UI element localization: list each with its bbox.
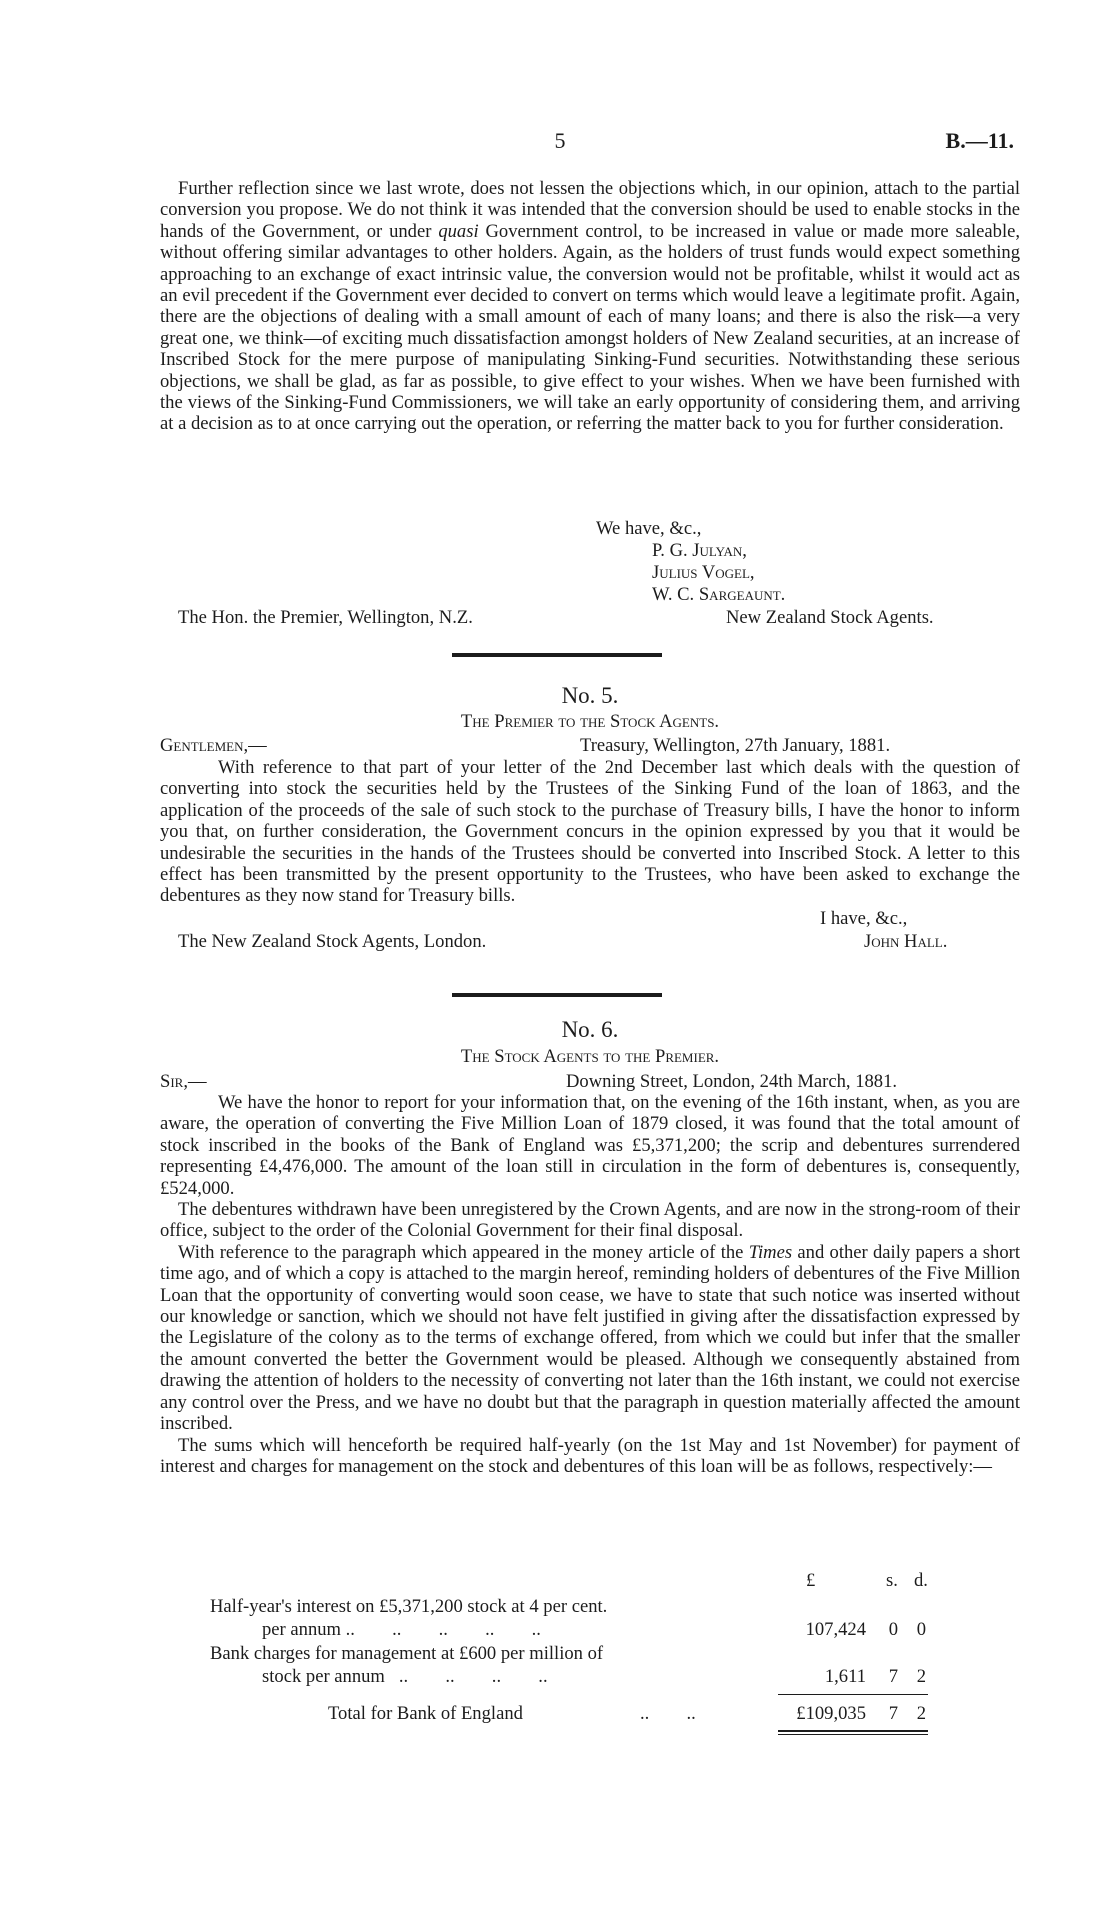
section-divider [452,993,662,997]
letter-1-sign-title: New Zealand Stock Agents. [726,607,934,628]
letter-1-paragraph [160,178,1020,435]
signatory-julyan: P. G. Julyan, [652,540,747,561]
letter-3-salutation: Sir,— [160,1071,207,1092]
letter-2-closing: I have, &c., [820,908,908,929]
row-2-label-line-2: stock per annum .. .. .. .. [262,1666,548,1687]
row-2-pounds: 1,611 [824,1666,866,1687]
row-2-shillings: 7 [888,1666,898,1687]
document-reference: B.—11. [945,128,1014,153]
row-1-pounds: 107,424 [805,1619,866,1640]
header-shillings: s. [886,1570,898,1591]
total-pounds: £109,035 [796,1703,866,1724]
letter-3-heading: The Stock Agents to the Premier. [460,1046,720,1067]
row-1-label-line-1: Half-year's interest on £5,371,200 stock at 4 per cent. [210,1596,608,1617]
total-pence: 2 [916,1703,926,1724]
row-2-label-line-1: Bank charges for management at £600 per million of [210,1643,604,1664]
letter-3-paragraph-4: The sums which will henceforth be required half-yearly (on the 1st May and 1st November) for payment of interest and charges for management on the stock and debentures of this loan will be as follows, respectively:— [160,1434,1020,1477]
letter-3-paragraph-1: We have the honor to report for your information that, on the evening of the 16th instant, when, as you are aware, the operation of converting the Five Million Loan of 1879 closed, it was found that the total amount of stock inscribed in the books of the Bank of England was £5,371,200; the scrip and debentures surrendered representing £4,476,000. The amount of the loan still in circulation in the form of debentures is, consequently, £524,000. [160,1092,1020,1199]
letter-1-addressee: The Hon. the Premier, Wellington, N.Z. [178,607,473,628]
row-1-pence: 0 [916,1619,926,1640]
page-number: 5 [554,128,566,153]
row-1-shillings: 0 [888,1619,898,1640]
paragraph-text: Further reflection since we last wrote, does not lessen the objections which, in our opinion, attach to the partial conversion you propose. We do not think it was intended that the conversion should be used to enable stocks in the hands of the Government, or under [160,178,1020,242]
letter-2-signature: John Hall. [864,931,948,952]
row-1-label-line-2: per annum .. .. .. .. .. [262,1619,541,1640]
signatory-vogel: Julius Vogel, [652,562,755,583]
paragraph-text: Government control, to be increased in value or made more saleable, without offering similar advantages to other holders. Again, as the holders of trust funds would expect something approaching to an exchange of exact intrinsic value, the conversion would not be profitable, whilst it would act as an evil precedent if the Government ever decided to convert on terms which would leave a legitimate profit. Again, there are the objections of dealing with a small amount of each of many loans; and there is also the risk—a very great one, we think—of exciting much dissatisfaction amongst holders of New Zealand securities, at an increase of Inscribed Stock for the mere purpose of manipulating Sinking-Fund securities. Notwithstanding these serious objections, we shall be glad, as far as possible, to give effect to your wishes. When we have been furnished with the views of the Sinking-Fund Commissioners, we will take an early opportunity of considering them, and arriving at a decision as to at once carrying out the operation, or referring the matter back to you for further consideration. [160,220,1021,435]
total-shillings: 7 [888,1703,898,1724]
letter-2-paragraph: With reference to that part of your letter of the 2nd December last which deals with the question of converting into stock the securities held by the Trustees of the Sinking Fund of the loan of 1863, and the application of the proceeds of the sale of such stock to the purchase of Treasury bills, I have the honor to inform you that, on further consideration, the Government concurs in the opinion expressed by you that it would be undesirable the securities in the hands of the Trustees should be converted into Inscribed Stock. A letter to this effect has been transmitted by the present opportunity to the Trustees, who have been asked to exchange the debentures as they now stand for Treasury bills. [160,757,1020,907]
header-pounds: £ [806,1570,816,1591]
letter-3-body [160,1092,1020,1477]
letter-2-body [160,757,1020,907]
letter-2-number: No. 5. [561,683,619,708]
letter-2-salutation: Gentlemen,— [160,735,267,756]
sum-rule [778,1694,928,1695]
letter-3-place-date: Downing Street, London, 24th March, 1881. [566,1071,898,1092]
total-double-rule-top [778,1730,928,1732]
letter-2-heading: The Premier to the Stock Agents. [460,711,720,732]
total-leaders: .. .. [640,1703,696,1724]
letter-3-number: No. 6. [561,1017,619,1042]
header-pence: d. [914,1570,928,1591]
letter-2-place-date: Treasury, Wellington, 27th January, 1881. [580,735,891,756]
paragraph-text: and other daily papers a short time ago, and of which a copy is attached to the margin hereof, reminding holders of debentures of the Five Million Loan that the opportunity of converting would soon cease, we have to state that such notice was inserted without our knowledge or sanction, which we should not have felt justified in giving after the dissatisfaction expressed by the Legislature of the colony as to the terms of exchange offered, from which we could but infer that the smaller the amount converted the better the Government would be pleased. Although we consequently abstained from drawing the attention of holders to the necessity of converting not later than the 16th instant, we could not exercise any control over the Press, and we have no doubt but that the paragraph in question materially affected the amount inscribed. [160,1241,1020,1435]
section-divider [452,653,662,657]
row-2-pence: 2 [916,1666,926,1687]
letter-1-closing: We have, &c., [596,518,702,539]
letter-1-body [160,178,1020,435]
total-label: Total for Bank of England [328,1703,523,1724]
letter-3-paragraph-3 [160,1242,1020,1435]
signatory-sargeaunt: W. C. Sargeaunt. [652,584,786,605]
italic-word: Times [748,1241,793,1263]
paragraph-text: With reference to the paragraph which appeared in the money article of the [178,1241,749,1263]
italic-word: quasi [438,220,479,242]
total-double-rule-bottom [778,1734,928,1735]
letter-2-addressee: The New Zealand Stock Agents, London. [178,931,487,952]
letter-3-paragraph-2: The debentures withdrawn have been unregistered by the Crown Agents, and are now in the strong-room of their office, subject to the order of the Colonial Government for their final disposal. [160,1199,1020,1242]
